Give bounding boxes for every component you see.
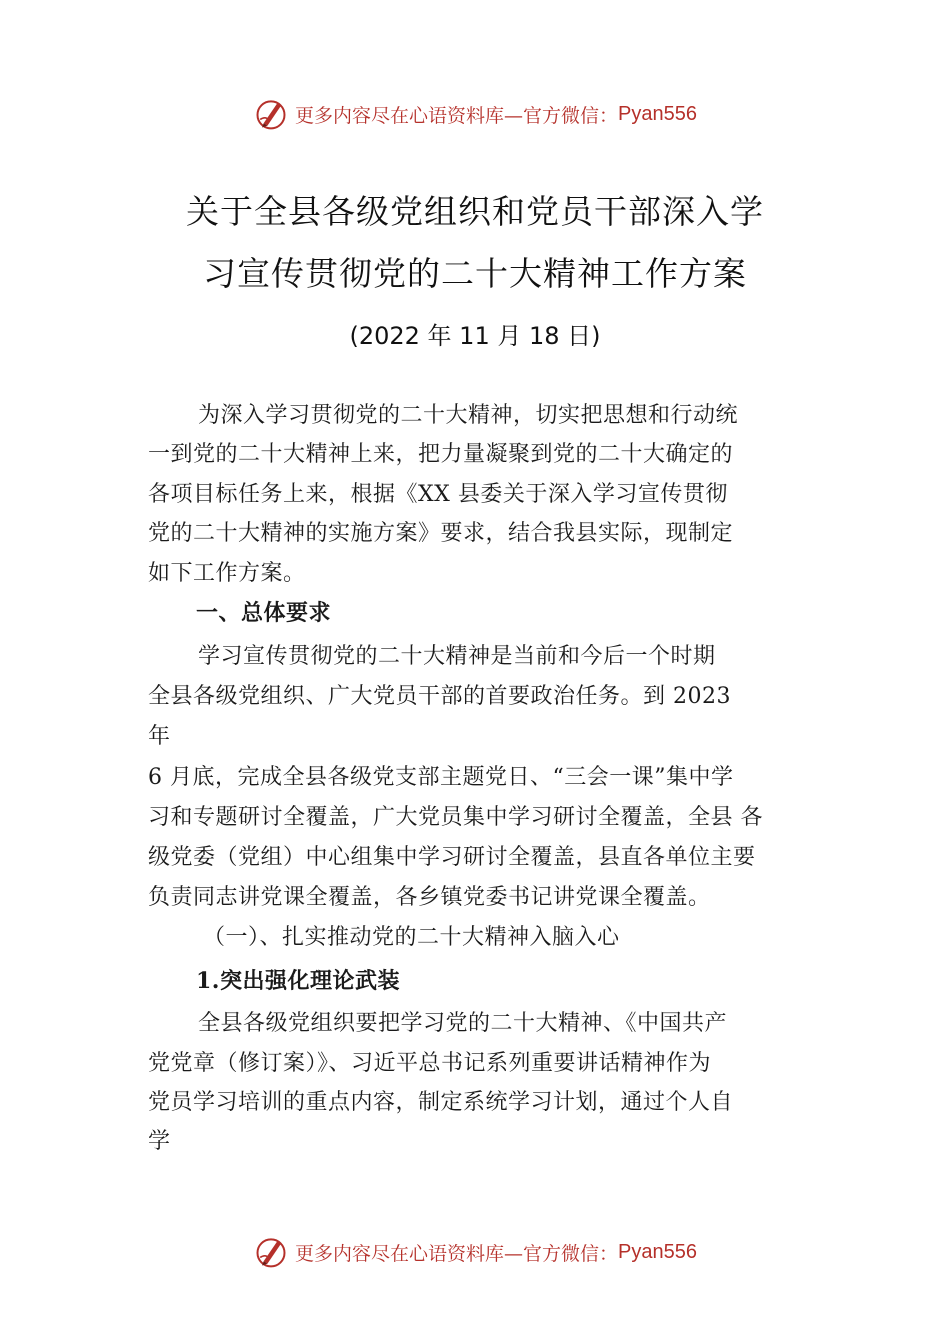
body-line: 为深入学习贯彻党的二十大精神，切实把思想和行动统 [198, 403, 739, 428]
header-banner [0, 92, 950, 136]
body-line: 学 [148, 1129, 171, 1154]
body-line: 习和专题研讨全覆盖，广大党员集中学习研讨全覆盖，全县 各 [148, 805, 763, 830]
pen-writing-logo-icon [253, 96, 289, 132]
document-title-line-1: 关于全县各级党组织和党员干部深入学 [186, 192, 764, 231]
body-line: 全县各级党组织要把学习党的二十大精神、《中国共产 [198, 1011, 728, 1036]
banner-wechat-id: Pyan556 [618, 1240, 697, 1263]
body-line: 级党委（党组）中心组集中学习研讨全覆盖，县直各单位主要 [148, 845, 756, 870]
body-line: 全县各级党组织、广大党员干部的首要政治任务。到 2023 [148, 684, 731, 709]
body-line: 6 月底，完成全县各级党支部主题党日、“三会一课”集中学 [148, 765, 734, 790]
item-heading: 1.突出强化理论武装 [196, 968, 400, 994]
banner-wechat-id: Pyan556 [618, 102, 697, 125]
pen-writing-logo-icon [253, 1234, 289, 1270]
body-line: 各项目标任务上来，根据《XX 县委关于深入学习宣传贯彻 [148, 482, 728, 507]
banner-text: 更多内容尽在心语资料库—官方微信： [295, 104, 619, 127]
subsection-heading: （一）、扎实推动党的二十大精神入脑入心 [203, 925, 620, 950]
document-title-line-2: 习宣传贯彻党的二十大精神工作方案 [203, 254, 747, 293]
footer-banner [0, 1230, 950, 1274]
body-line: 党的二十大精神的实施方案》要求，结合我县实际，现制定 [148, 521, 734, 546]
section-heading: 一、总体要求 [196, 601, 332, 626]
body-line: 负责同志讲党课全覆盖，各乡镇党委书记讲党课全覆盖。 [148, 885, 711, 910]
body-line: 如下工作方案。 [148, 561, 306, 586]
body-line: 年 [148, 724, 171, 749]
body-line: 一到党的二十大精神上来，把力量凝聚到党的二十大确定的 [148, 442, 734, 467]
banner-text: 更多内容尽在心语资料库—官方微信： [295, 1242, 619, 1265]
document-date: (2022 年 11 月 18 日) [349, 322, 601, 350]
body-line: 党党章（修订案）》、习近平总书记系列重要讲话精神作为 [148, 1051, 712, 1076]
body-line: 党员学习培训的重点内容，制定系统学习计划，通过个人自 [148, 1090, 734, 1115]
body-line: 学习宣传贯彻党的二十大精神是当前和今后一个时期 [198, 644, 716, 669]
